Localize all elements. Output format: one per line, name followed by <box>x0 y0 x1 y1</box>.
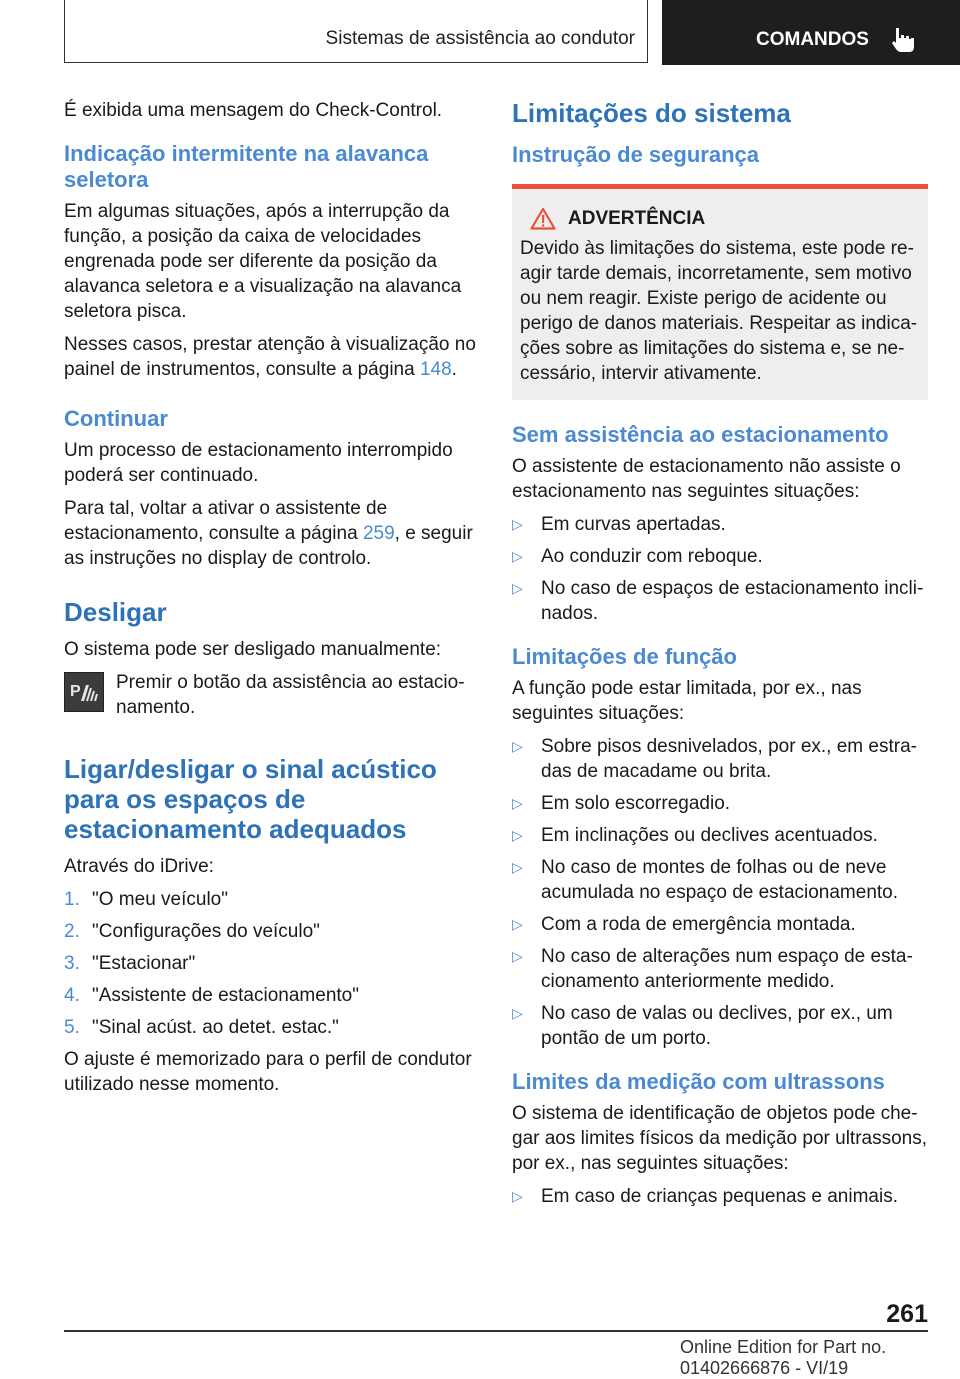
left-column <box>64 98 476 1105</box>
footer-divider <box>64 1330 928 1332</box>
svg-text:P: P <box>70 683 81 700</box>
bullet-triangle-icon: ▷ <box>512 1005 523 1021</box>
warning-text: Devido às limitações do sistema, este pode reagir tarde demais, incorretamente, sem motivo ou nem reagir. Existe perigo de acidente ou perigo de danos materiais. Respeitar as indicações sobre as limitações do sistema e, se necessário, intervir ativamente. <box>520 238 918 384</box>
list-item: 3. "Estacionar" <box>64 953 196 974</box>
bullet-triangle-icon: ▷ <box>512 795 523 811</box>
page-header <box>0 0 960 66</box>
warning-box <box>512 184 928 400</box>
list-item: ▷ Sobre pisos desnivelados, por ex., em estradas de macadame ou brita. <box>512 736 917 782</box>
list-item: ▷ Em caso de crianças pequenas e animais. <box>512 1186 898 1207</box>
bullet-triangle-icon: ▷ <box>512 948 523 964</box>
ultrasound-list <box>512 1184 928 1209</box>
acoustic-intro: Através do iDrive: <box>64 856 214 877</box>
heading-switch-off: Desligar <box>64 597 167 627</box>
list-item: ▷ No caso de montes de folhas ou de neve acumulada no espaço de estacionamento. <box>512 857 899 903</box>
park-assist-button-icon <box>64 672 104 712</box>
switch-off-paragraph: O sistema pode ser desligado manualmente: <box>64 639 442 660</box>
list-item: 1. "O meu veículo" <box>64 889 228 910</box>
list-item: ▷ Em curvas apertadas. <box>512 514 726 535</box>
list-item: ▷ Em solo escorregadio. <box>512 793 731 814</box>
list-item: ▷ No caso de espaços de estacionamento inclinados. <box>512 578 924 624</box>
heading-blink: Indicação intermitente na alavanca seletora <box>64 141 429 192</box>
blink-paragraph-2: Nesses casos, prestar atenção à visualização no painel de instrumentos, consulte a página 148. <box>64 334 476 380</box>
list-item: ▷ Em inclinações ou declives acentuados. <box>512 825 878 846</box>
page-number: 261 <box>886 1300 928 1328</box>
no-assist-intro: O assistente de estacionamento não assiste o estacionamento nas seguintes situações: <box>512 456 901 502</box>
edition-text: Online Edition for Part no. 01402666876 - VI/19 <box>680 1337 887 1378</box>
bullet-triangle-icon: ▷ <box>512 580 523 596</box>
bullet-triangle-icon: ▷ <box>512 738 523 754</box>
acoustic-outro: O ajuste é memorizado para o perfil de condutor utilizado nesse momento. <box>64 1049 472 1095</box>
heading-function-limits: Limitações de função <box>512 644 737 669</box>
ultrasound-intro: O sistema de identificação de objetos pode chegar aos limites físicos da medição por ultrassons, por ex., nas seguintes situações: <box>512 1103 928 1174</box>
park-assist-button-text: Premir o botão da assistência ao estacionamento. <box>116 672 465 718</box>
heading-ultrasound-limits: Limites da medição com ultrassons <box>512 1069 885 1094</box>
right-column <box>512 98 928 1219</box>
bullet-triangle-icon: ▷ <box>512 916 523 932</box>
section-title: Sistemas de assistência ao condutor <box>64 0 648 63</box>
heading-system-limits: Limitações do sistema <box>512 98 791 128</box>
chapter-title: COMANDOS <box>756 28 869 50</box>
list-item: ▷ No caso de alterações num espaço de estacionamento anteriormente medido. <box>512 946 913 992</box>
chapter-tab <box>662 0 960 65</box>
pointing-hand-icon <box>891 27 915 53</box>
intro-text: É exibida uma mensagem do Check-Control. <box>64 100 443 121</box>
list-item: 4. "Assistente de estacionamento" <box>64 985 359 1006</box>
list-item: ▷ Ao conduzir com reboque. <box>512 546 763 567</box>
function-limits-intro: A função pode estar limitada, por ex., nas seguintes situações: <box>512 678 862 724</box>
bullet-triangle-icon: ▷ <box>512 516 523 532</box>
warning-triangle-icon <box>530 207 556 230</box>
heading-continue: Continuar <box>64 406 168 431</box>
idrive-steps <box>64 887 476 1040</box>
list-item: ▷ No caso de valas ou declives, por ex., um pontão de um porto. <box>512 1003 893 1049</box>
list-item: 2. "Configurações do veículo" <box>64 921 320 942</box>
continue-paragraph-1: Um processo de estacionamento interrompido poderá ser continuado. <box>64 440 453 486</box>
function-limits-list <box>512 734 928 1051</box>
heading-no-assist: Sem assistência ao estacionamento <box>512 422 889 447</box>
heading-acoustic: Ligar/desligar o sinal acústico para os espaços de estacionamento adequados <box>64 754 437 844</box>
bullet-triangle-icon: ▷ <box>512 859 523 875</box>
page-link-148[interactable]: 148 <box>419 359 452 380</box>
bullet-triangle-icon: ▷ <box>512 548 523 564</box>
list-item: 5. "Sinal acúst. ao detet. estac." <box>64 1017 339 1038</box>
bullet-triangle-icon: ▷ <box>512 827 523 843</box>
bullet-triangle-icon: ▷ <box>512 1188 523 1204</box>
blink-paragraph-1: Em algumas situações, após a interrupção da função, a posição da caixa de velocidades engrenada pode ser diferente da posição da alavanca seletora e a visualização na alavanca seletora pisca. <box>64 201 462 322</box>
warning-title: ADVERTÊNCIA <box>568 207 706 229</box>
list-item: ▷ Com a roda de emergência montada. <box>512 914 856 935</box>
warning-header <box>520 207 918 230</box>
heading-safety: Instrução de segurança <box>512 142 759 167</box>
continue-paragraph-2: Para tal, voltar a ativar o assistente de estacionamento, consulte a página 259, e seguir as instruções no display de controlo. <box>64 498 473 569</box>
page-link-259[interactable]: 259 <box>362 523 395 544</box>
no-assist-list <box>512 512 928 626</box>
park-assist-button-row <box>64 670 476 720</box>
